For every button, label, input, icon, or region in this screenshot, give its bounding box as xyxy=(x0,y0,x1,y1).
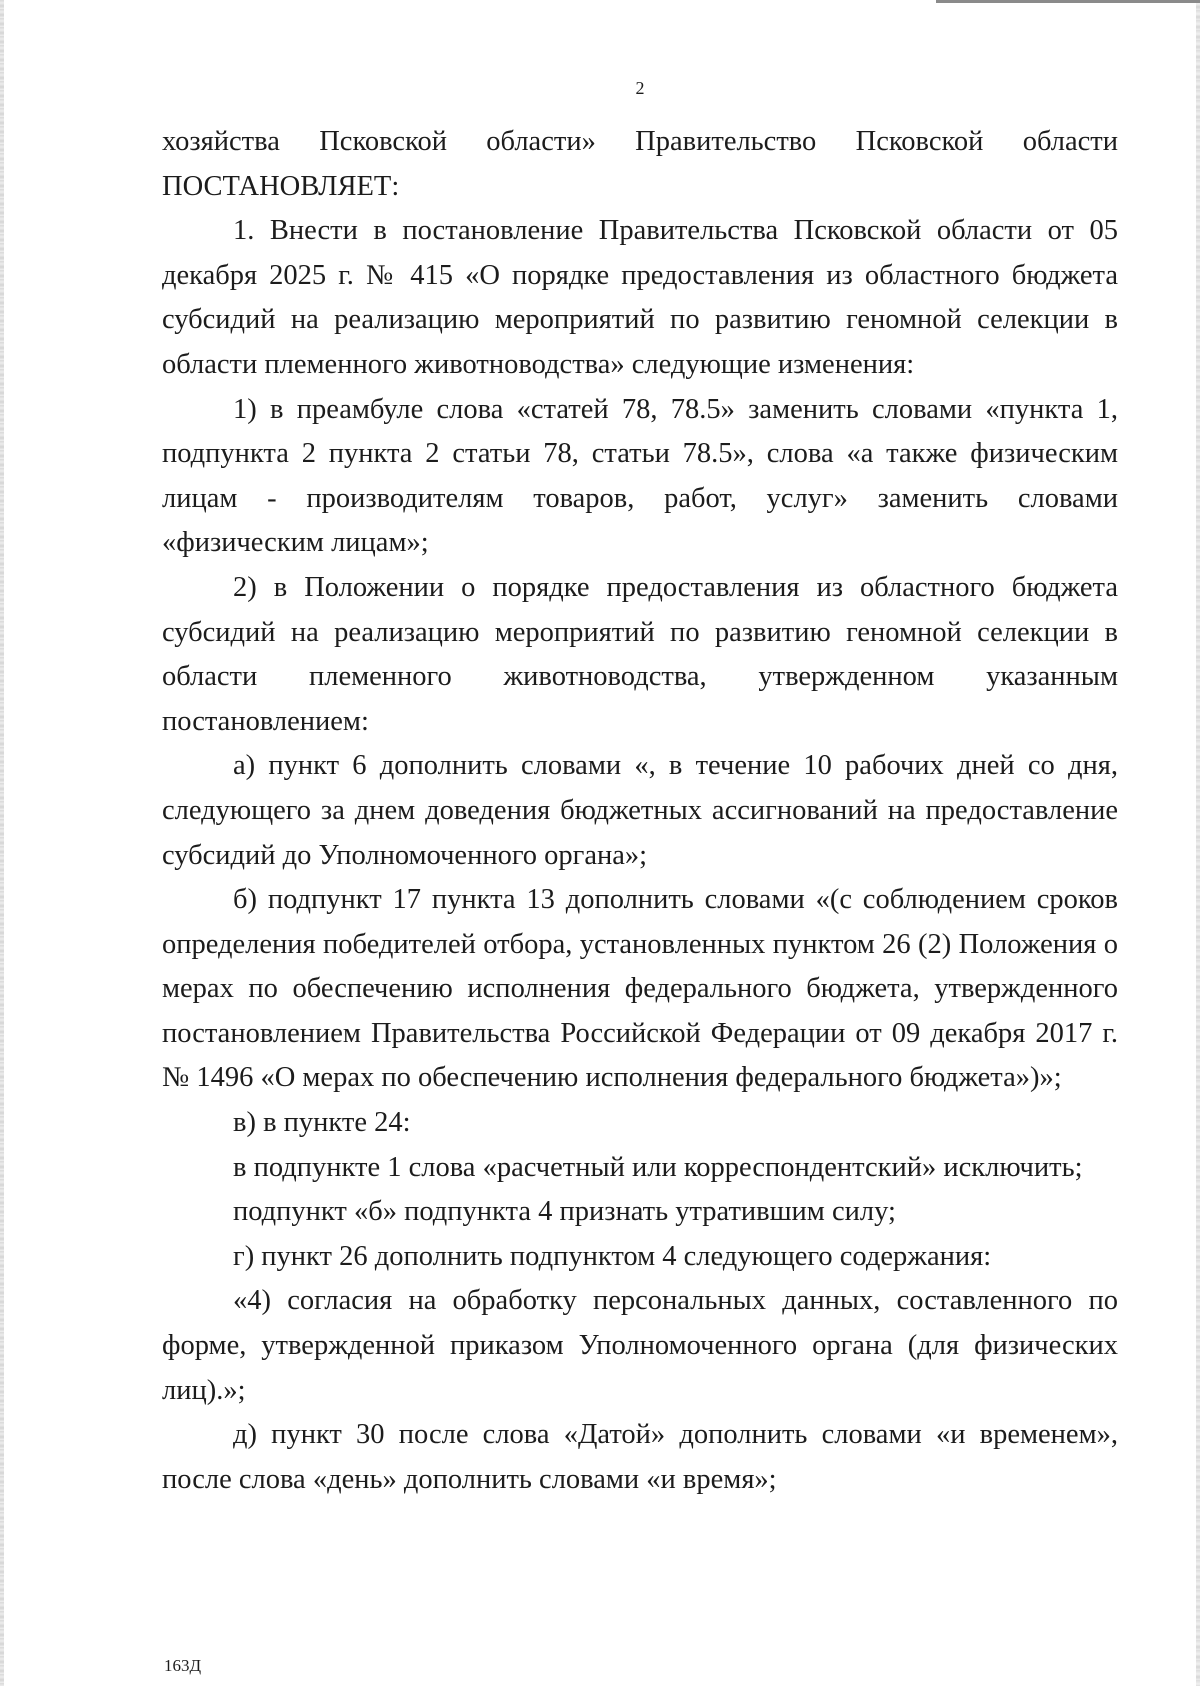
paragraph-subitem-a: а) пункт 6 дополнить словами «, в течение 10 рабочих дней со дня, следующего за днем доведения бюджетных ассигнований на предоставление субсидий до Уполномоченного органа»; xyxy=(162,750,1118,871)
page-number: 2 xyxy=(635,78,645,98)
footer-code: 163Д xyxy=(164,1656,202,1675)
paragraph-subitem-g-quote: «4) согласия на обработку персональных данных, составленного по форме, утвержденной приказом Уполномоченного органа (для физических лиц).»; xyxy=(162,1285,1118,1406)
paragraph-subitem-1: 1) в преамбуле слова «статей 78, 78.5» заменить словами «пункта 1, подпункта 2 пункта 2 статьи 78, статьи 78.5», слова «а также физическим лицам - производителям товаров, работ, услуг» заменить словами «физическим лицам»; xyxy=(162,393,1118,559)
paragraph-subitem-b: б) подпункт 17 пункта 13 дополнить словами «(с соблюдением сроков определения победителей отбора, установленных пунктом 26 (2) Положения о мерах по обеспечению исполнения федерального бюджета, утвержденного постановлением Правительства Российской Федерации от 09 декабря 2017 г. № 1496 «О мерах по обеспечению исполнения федерального бюджета»)»; xyxy=(162,884,1118,1094)
paragraph-subitem-v-2: подпункт «б» подпункта 4 признать утратившим силу; xyxy=(233,1196,896,1228)
paragraph-subitem-v: в) в пункте 24: xyxy=(233,1107,411,1139)
document-body xyxy=(162,120,1118,1502)
paragraph-subitem-2: 2) в Положении о порядке предоставления из областного бюджета субсидий на реализацию мероприятий по развитию геномной селекции в области племенного животноводства, утвержденном указанным постановлением: xyxy=(162,571,1118,737)
paragraph-intro: хозяйства Псковской области» Правительство Псковской области ПОСТАНОВЛЯЕТ: xyxy=(162,126,1118,202)
paragraph-item-1: 1. Внести в постановление Правительства Псковской области от 05 декабря 2025 г. № 415 «О порядке предоставления из областного бюджета субсидий на реализацию мероприятий по развитию геномной селекции в области племенного животноводства» следующие изменения: xyxy=(162,215,1118,380)
scan-edge-left xyxy=(0,0,4,1686)
top-right-rule xyxy=(936,0,1200,3)
paragraph-subitem-v-1: в подпункте 1 слова «расчетный или корреспондентский» исключить; xyxy=(233,1151,1083,1183)
scan-edge-right xyxy=(1196,0,1200,1686)
paragraph-subitem-g: г) пункт 26 дополнить подпунктом 4 следующего содержания: xyxy=(233,1240,992,1272)
paragraph-subitem-d: д) пункт 30 после слова «Датой» дополнить словами «и временем», после слова «день» дополнить словами «и время»; xyxy=(162,1419,1118,1495)
